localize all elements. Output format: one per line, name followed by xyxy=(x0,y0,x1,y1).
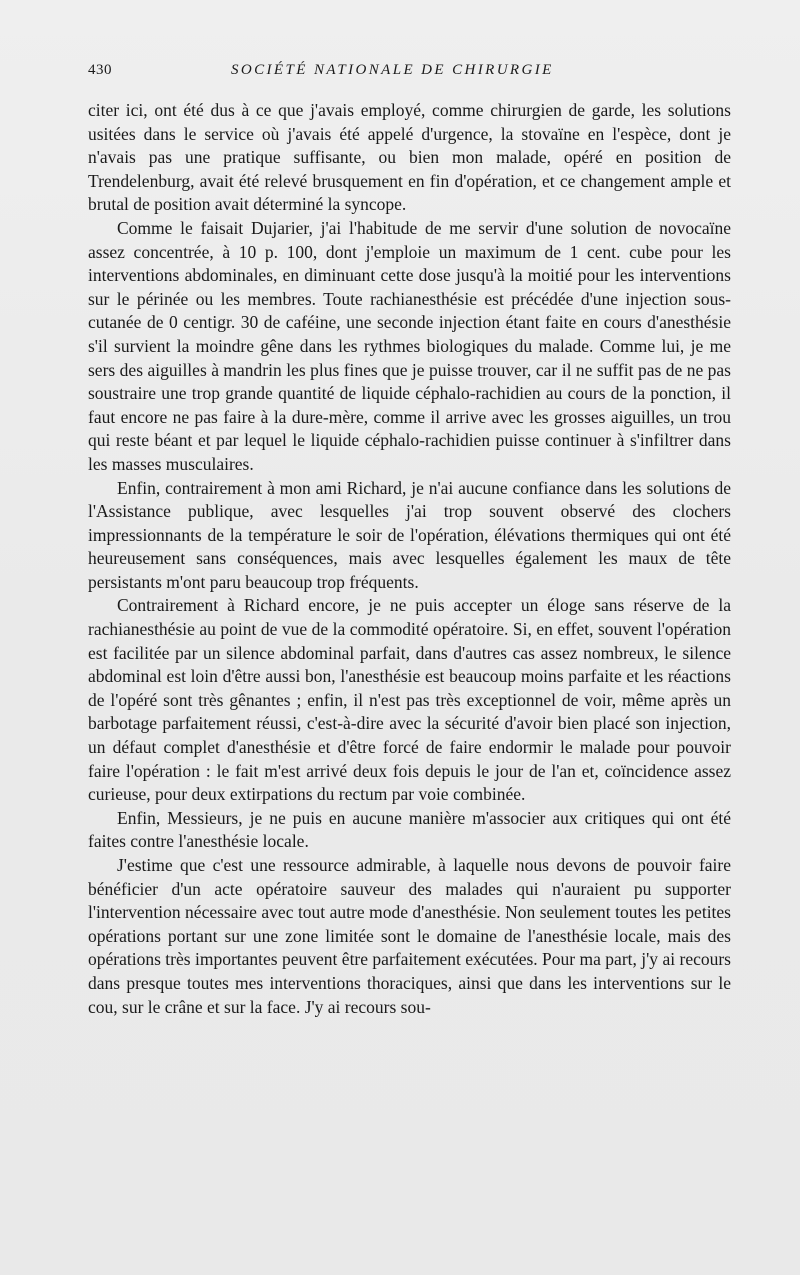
page-header xyxy=(88,62,728,86)
paragraph: Comme le faisait Dujarier, j'ai l'habitude de me servir d'une solution de novocaïne assez concentrée, à 10 p. 100, dont j'emploie un maximum de 1 cent. cube pour les interventions abdominales, en diminuant cette dose jusqu'à la moitié pour les interventions sur le périnée ou les membres. Toute rachianesthésie est précédée d'une injection sous-cutanée de 0 centigr. 30 de caféine, une seconde injection étant faite en cours d'anesthésie s'il survient la moindre gêne dans les rythmes biologiques du malade. Comme lui, je me sers des aiguilles à mandrin les plus fines que je puisse trouver, car il ne suffit pas de ne pas soustraire une trop grande quantité de liquide céphalo-rachidien au cours de la ponction, il faut encore ne pas faire à la dure-mère, comme il arrive avec les grosses aiguilles, un trou qui reste béant et par lequel le liquide céphalo-rachidien puisse continuer à s'infiltrer dans les masses musculaires. xyxy=(88,217,731,474)
paragraph: Contrairement à Richard encore, je ne puis accepter un éloge sans réserve de la rachianesthésie au point de vue de la commodité opératoire. Si, en effet, souvent l'opération est facilitée par un silence abdominal parfait, dans d'autres cas assez nombreux, le silence abdominal est loin d'être aussi bon, l'anesthésie est beaucoup moins parfaite et les réactions de l'opéré sont très gênantes ; enfin, il n'est pas très exceptionnel de voir, même après un barbotage parfaitement réussi, c'est-à-dire avec la sécurité d'avoir bien placé son injection, un défaut complet d'anesthésie et d'être forcé de faire endormir le malade pour pouvoir faire l'opération : le fait m'est arrivé deux fois depuis le jour de l'an et, coïncidence assez curieuse, pour deux extirpations du rectum par voie combinée. xyxy=(88,595,731,805)
body-text xyxy=(88,99,731,1019)
paragraph-continuation: citer ici, ont été dus à ce que j'avais employé, comme chirurgien de garde, les solutions usitées dans le service où j'avais été appelé d'urgence, la stovaïne en l'espèce, dont je n'avais pas une pratique suffisante, ou bien mon malade, opéré en position de Trendelenburg, avait été relevé brusquement en fin d'opération, et ce changement ample et brutal de position avait déterminé la syncope. xyxy=(88,100,731,215)
paragraph: Enfin, Messieurs, je ne puis en aucune manière m'associer aux critiques qui ont été faites contre l'anesthésie locale. xyxy=(88,807,731,852)
paragraph: Enfin, contrairement à mon ami Richard, je n'ai aucune confiance dans les solutions de l'Assistance publique, avec lesquelles j'ai trop souvent observé des clochers impressionnants de la température le soir de l'opération, élévations thermiques qui ont été heureusement sans conséquences, mais avec lesquelles également les maux de tête persistants m'ont paru beaucoup trop fréquents. xyxy=(88,477,731,592)
page-number: 430 xyxy=(88,62,112,78)
paragraph: J'estime que c'est une ressource admirable, à laquelle nous devons de pouvoir faire bénéficier d'un acte opératoire sauveur des malades qui n'auraient pu supporter l'intervention nécessaire avec tout autre mode d'anesthésie. Non seulement toutes les petites opérations portant sur une zone limitée sont le domaine de l'anesthésie locale, mais des opérations très importantes peuvent être parfaitement exécutées. Pour ma part, j'y ai recours dans presque toutes mes interventions thoraciques, ainsi que dans les interventions sur le cou, sur le crâne et sur la face. J'y ai recours sou- xyxy=(88,855,731,1017)
running-head: SOCIÉTÉ NATIONALE DE CHIRURGIE xyxy=(231,62,554,78)
